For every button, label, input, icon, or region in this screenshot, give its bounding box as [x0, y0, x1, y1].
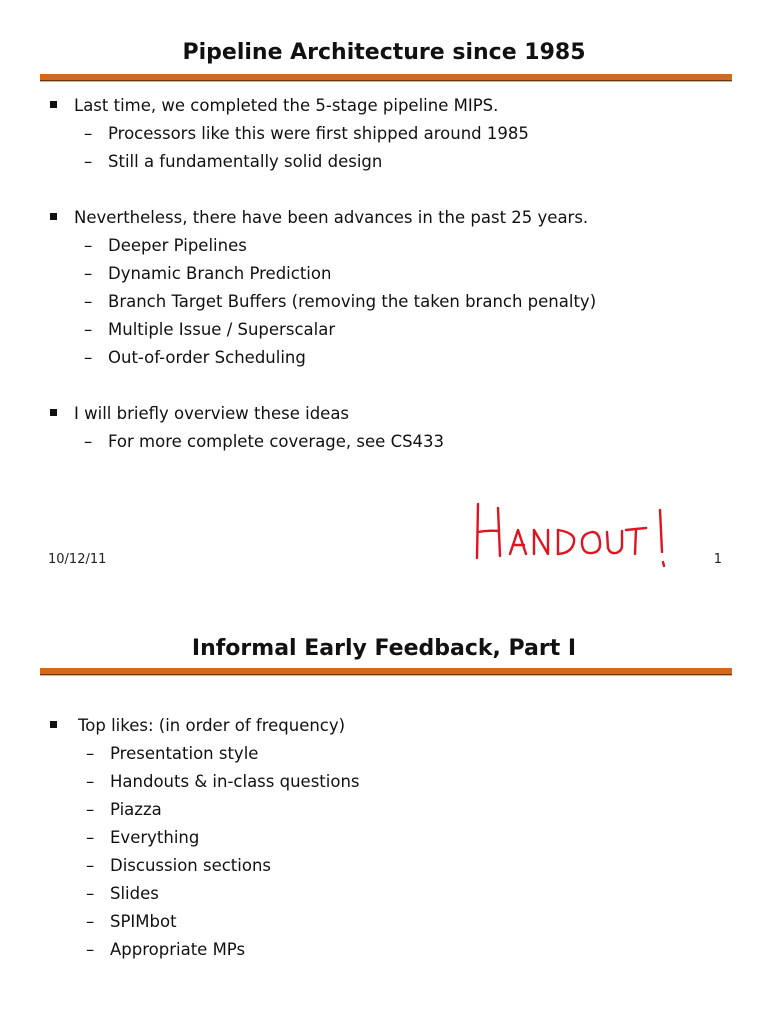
sub-bullet-text: Discussion sections [110, 856, 272, 875]
sub-bullet-text: Branch Target Buffers (removing the taken branch penalty) [108, 292, 597, 311]
dash-icon: – [84, 432, 93, 451]
dash-icon: – [84, 320, 93, 339]
dash-icon: – [86, 912, 95, 931]
handwritten-annotation [468, 490, 678, 580]
dash-icon: – [84, 152, 93, 171]
dash-icon: – [86, 772, 95, 791]
slide-2 [0, 612, 768, 1024]
bullet-text: Nevertheless, there have been advances in the past 25 years. [74, 208, 589, 227]
sub-bullet-item [0, 428, 768, 456]
dash-icon: – [86, 856, 95, 875]
sub-bullet-text: Slides [110, 884, 159, 903]
bullet-group [0, 400, 768, 456]
sub-bullet-item [0, 852, 768, 880]
square-bullet-icon [50, 101, 57, 108]
bullet-item [0, 204, 768, 232]
sub-bullet-text: Still a fundamentally solid design [108, 152, 383, 171]
square-bullet-icon [50, 721, 57, 728]
dash-icon: – [84, 124, 93, 143]
bullet-group [0, 712, 768, 964]
sub-bullet-text: Piazza [110, 800, 162, 819]
bullet-text: I will briefly overview these ideas [74, 404, 350, 423]
sub-bullet-text: Appropriate MPs [110, 940, 246, 959]
sub-bullet-item [0, 880, 768, 908]
sub-bullet-item [0, 796, 768, 824]
sub-bullet-item [0, 232, 768, 260]
sub-bullet-item [0, 824, 768, 852]
dash-icon: – [84, 236, 93, 255]
sub-bullet-text: SPIMbot [110, 912, 177, 931]
sub-bullet-item [0, 148, 768, 176]
sub-bullet-text: Deeper Pipelines [108, 236, 247, 255]
sub-bullet-text: Processors like this were first shipped around 1985 [108, 124, 529, 143]
bullet-list [0, 92, 768, 484]
bullet-list [0, 712, 768, 992]
bullet-group [0, 204, 768, 372]
sub-bullet-item [0, 768, 768, 796]
sub-bullet-item [0, 908, 768, 936]
sub-bullet-text: Handouts & in-class questions [110, 772, 360, 791]
bullet-item [0, 400, 768, 428]
slide-title: Informal Early Feedback, Part I [191, 636, 577, 661]
title-rule [40, 74, 732, 81]
sub-bullet-text: For more complete coverage, see CS433 [108, 432, 445, 451]
bullet-group [0, 92, 768, 176]
bullet-item [0, 92, 768, 120]
dash-icon: – [84, 264, 93, 283]
sub-bullet-text: Everything [110, 828, 200, 847]
bullet-text: Last time, we completed the 5-stage pipeline MIPS. [74, 96, 499, 115]
dash-icon: – [84, 292, 93, 311]
slide-date: 10/12/11 [48, 552, 107, 567]
dash-icon: – [86, 744, 95, 763]
dash-icon: – [86, 884, 95, 903]
sub-bullet-item [0, 288, 768, 316]
sub-bullet-item [0, 316, 768, 344]
sub-bullet-text: Multiple Issue / Superscalar [108, 320, 336, 339]
dash-icon: – [86, 940, 95, 959]
bullet-text: Top likes: (in order of frequency) [78, 716, 346, 735]
sub-bullet-item [0, 740, 768, 768]
title-rule [40, 668, 732, 675]
dash-icon: – [84, 348, 93, 367]
sub-bullet-item [0, 120, 768, 148]
page-number: 1 [713, 552, 722, 567]
sub-bullet-item [0, 344, 768, 372]
dash-icon: – [86, 800, 95, 819]
sub-bullet-text: Dynamic Branch Prediction [108, 264, 332, 283]
slide-title: Pipeline Architecture since 1985 [182, 40, 586, 65]
dash-icon: – [86, 828, 95, 847]
sub-bullet-text: Presentation style [110, 744, 259, 763]
sub-bullet-item [0, 936, 768, 964]
sub-bullet-item [0, 260, 768, 288]
square-bullet-icon [50, 213, 57, 220]
square-bullet-icon [50, 409, 57, 416]
sub-bullet-text: Out-of-order Scheduling [108, 348, 306, 367]
bullet-item [0, 712, 768, 740]
